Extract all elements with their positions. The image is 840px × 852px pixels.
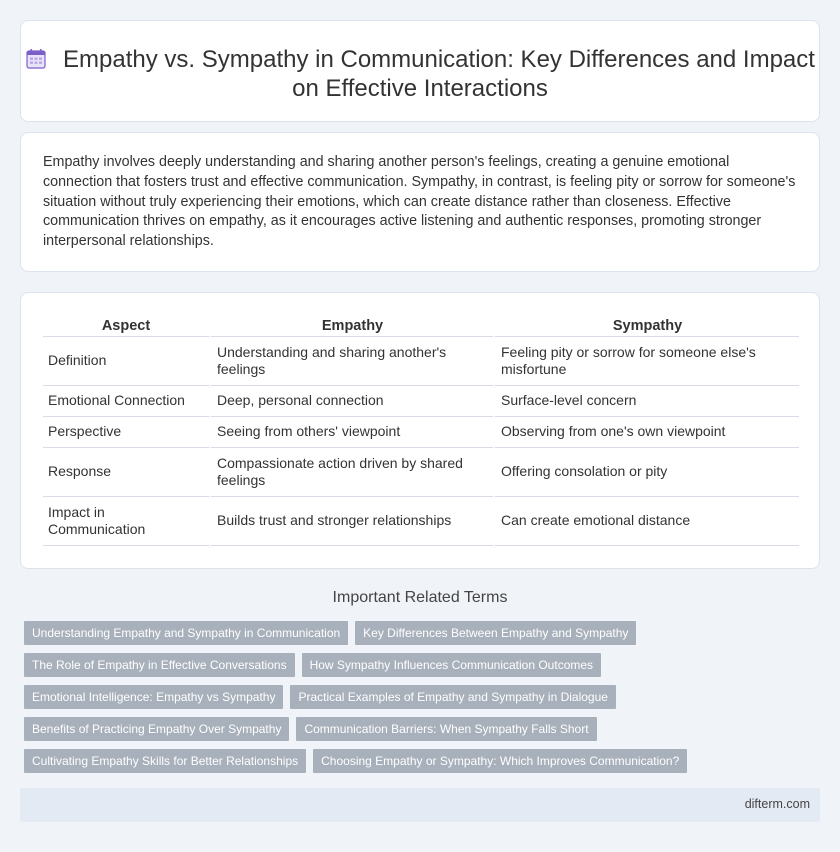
related-term-link[interactable]: Communication Barriers: When Sympathy Falls Short [296,717,596,741]
table-cell: Feeling pity or sorrow for someone else's misfortune [493,337,799,386]
related-term-link[interactable]: Choosing Empathy or Sympathy: Which Improves Communication? [313,749,687,773]
table-cell: Surface-level concern [493,386,799,417]
related-term-link[interactable]: The Role of Empathy in Effective Conversations [24,653,295,677]
header-card [20,20,820,122]
table-row [43,386,799,417]
related-term-link[interactable]: Cultivating Empathy Skills for Better Relationships [24,749,306,773]
table-cell: Definition [43,337,209,386]
related-term-link[interactable]: Understanding Empathy and Sympathy in Communication [24,621,348,645]
page-title: Empathy vs. Sympathy in Communication: Key Differences and Impact on Effective Interactions [63,46,815,102]
related-term-link[interactable]: Benefits of Practicing Empathy Over Sympathy [24,717,289,741]
header-empathy: Empathy [209,307,493,337]
header-sympathy: Sympathy [493,307,799,337]
table-cell: Compassionate action driven by shared feelings [209,448,493,497]
table-cell: Perspective [43,417,209,448]
table-row [43,337,799,386]
table-cell: Can create emotional distance [493,497,799,546]
site-name[interactable]: difterm.com [744,797,810,811]
table-cell: Observing from one's own viewpoint [493,417,799,448]
related-terms-title: Important Related Terms [332,589,508,606]
table-cell: Seeing from others' viewpoint [209,417,493,448]
title-wrap [21,45,819,103]
footer [20,788,820,822]
table-row [43,497,799,546]
related-term-link[interactable]: Emotional Intelligence: Empathy vs Sympathy [24,685,283,709]
table-cell: Impact in Communication [43,497,209,546]
table-header-row [43,307,799,337]
table-cell: Emotional Connection [43,386,209,417]
comparison-table [43,307,799,546]
calendar-grid-icon [25,48,47,70]
table-cell: Builds trust and stronger relationships [209,497,493,546]
related-term-link[interactable]: Practical Examples of Empathy and Sympathy in Dialogue [290,685,616,709]
intro-paragraph: Empathy involves deeply understanding and sharing another person's feelings, creating a genuine emotional connection that fosters trust and effective communication. Sympathy, in contrast, is feeling pity or sorrow for someone's situation without truly experiencing their emotions, which can create distance rather than closeness. Effective communication thrives on empathy, as it encourages active listening and authentic responses, promoting stronger interpersonal relationships. [43,154,796,250]
intro-card [20,132,820,272]
related-term-link[interactable]: Key Differences Between Empathy and Sympathy [355,621,636,645]
comparison-table-card [20,292,820,569]
table-cell: Response [43,448,209,497]
table-row [43,448,799,497]
table-cell: Offering consolation or pity [493,448,799,497]
table-cell: Understanding and sharing another's feelings [209,337,493,386]
related-term-link[interactable]: How Sympathy Influences Communication Outcomes [302,653,601,677]
header-aspect: Aspect [43,307,209,337]
table-cell: Deep, personal connection [209,386,493,417]
table-row [43,417,799,448]
related-terms-list [24,621,820,773]
